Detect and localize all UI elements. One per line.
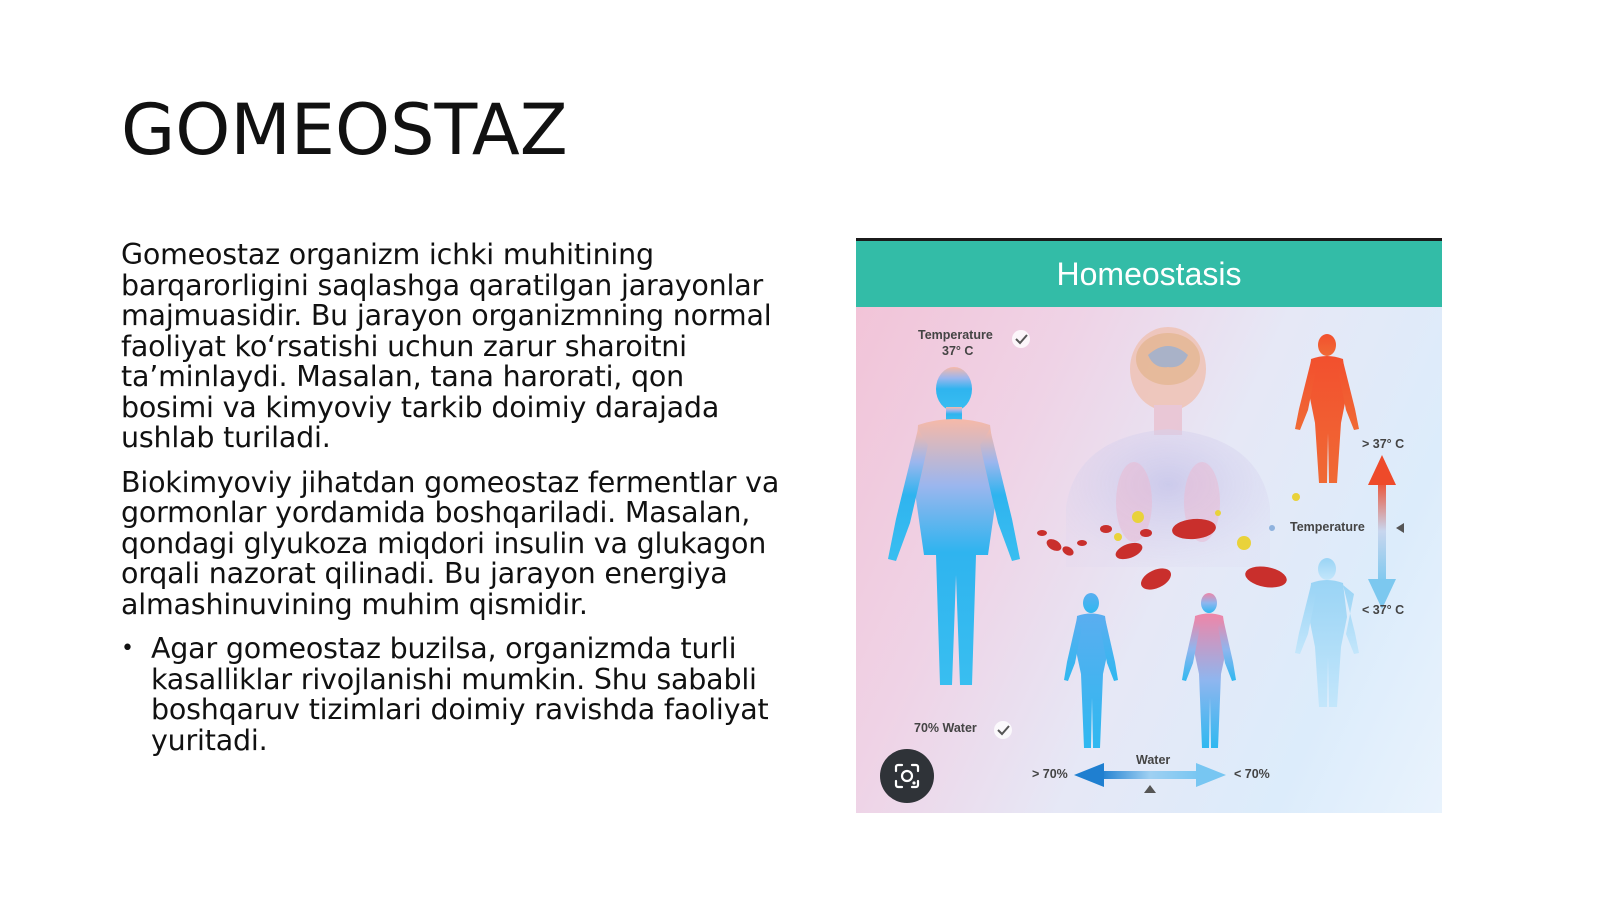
temperature-label: Temperature [918,328,993,342]
small-pink-body-figure [1182,593,1236,748]
paragraph-definition: Gomeostaz organizm ichki muhitining barqarorligini saqlashga qaratilgan jarayonlar majmuasidir. Bu jarayon organizmning normal faoliyat ko‘rsatishi uchun zarur sharoitni ta’minlaydi. Masalan, tana harorati, qon bosimi va kimyoviy tarkib doimiy darajada ushlab turiladi. [121,238,772,454]
homeostasis-illustration [856,307,1442,813]
water-center-label: Water [1136,753,1171,767]
water-less-label: < 70% [1234,767,1270,781]
lens-icon [892,761,922,791]
bullet-text: Agar gomeostaz buzilsa, organizmda turli kasalliklar rivojlanishi mumkin. Shu sababli boshqaruv tizimlari doimiy ravishda faoliyat yuritadi. [151,632,769,757]
bullet-item [121,634,781,756]
slide-title: GOMEOSTAZ [121,89,568,171]
temperature-value: 37° C [942,344,974,358]
water-percent-label: 70% Water [914,721,977,735]
temp-low-label: < 37° C [1362,603,1405,617]
image-search-button[interactable] [880,749,934,803]
temp-mid-label: Temperature [1290,520,1365,534]
paragraph-biochemistry: Biokimyoviy jihatdan gomeostaz fermentlar va gormonlar yordamida boshqariladi. Masalan, qondagi glyukoza miqdori insulin va glukagon orqali nazorat qilinadi. Bu jarayon energiya almashinuvining muhim qismidir. [121,465,780,621]
water-more-label: > 70% [1032,767,1068,781]
water-arrow [1074,763,1226,793]
bullet-dot-icon: • [121,636,134,661]
central-torso [1066,327,1270,567]
large-body-figure [888,367,1020,685]
figure-header: Homeostasis [856,241,1442,307]
small-blue-body-figure [1064,593,1118,748]
cold-body-figure [1295,558,1359,707]
temp-high-label: > 37° C [1362,437,1405,451]
slide-body [121,240,781,756]
hot-body-figure [1295,334,1359,483]
homeostasis-figure [856,238,1442,813]
